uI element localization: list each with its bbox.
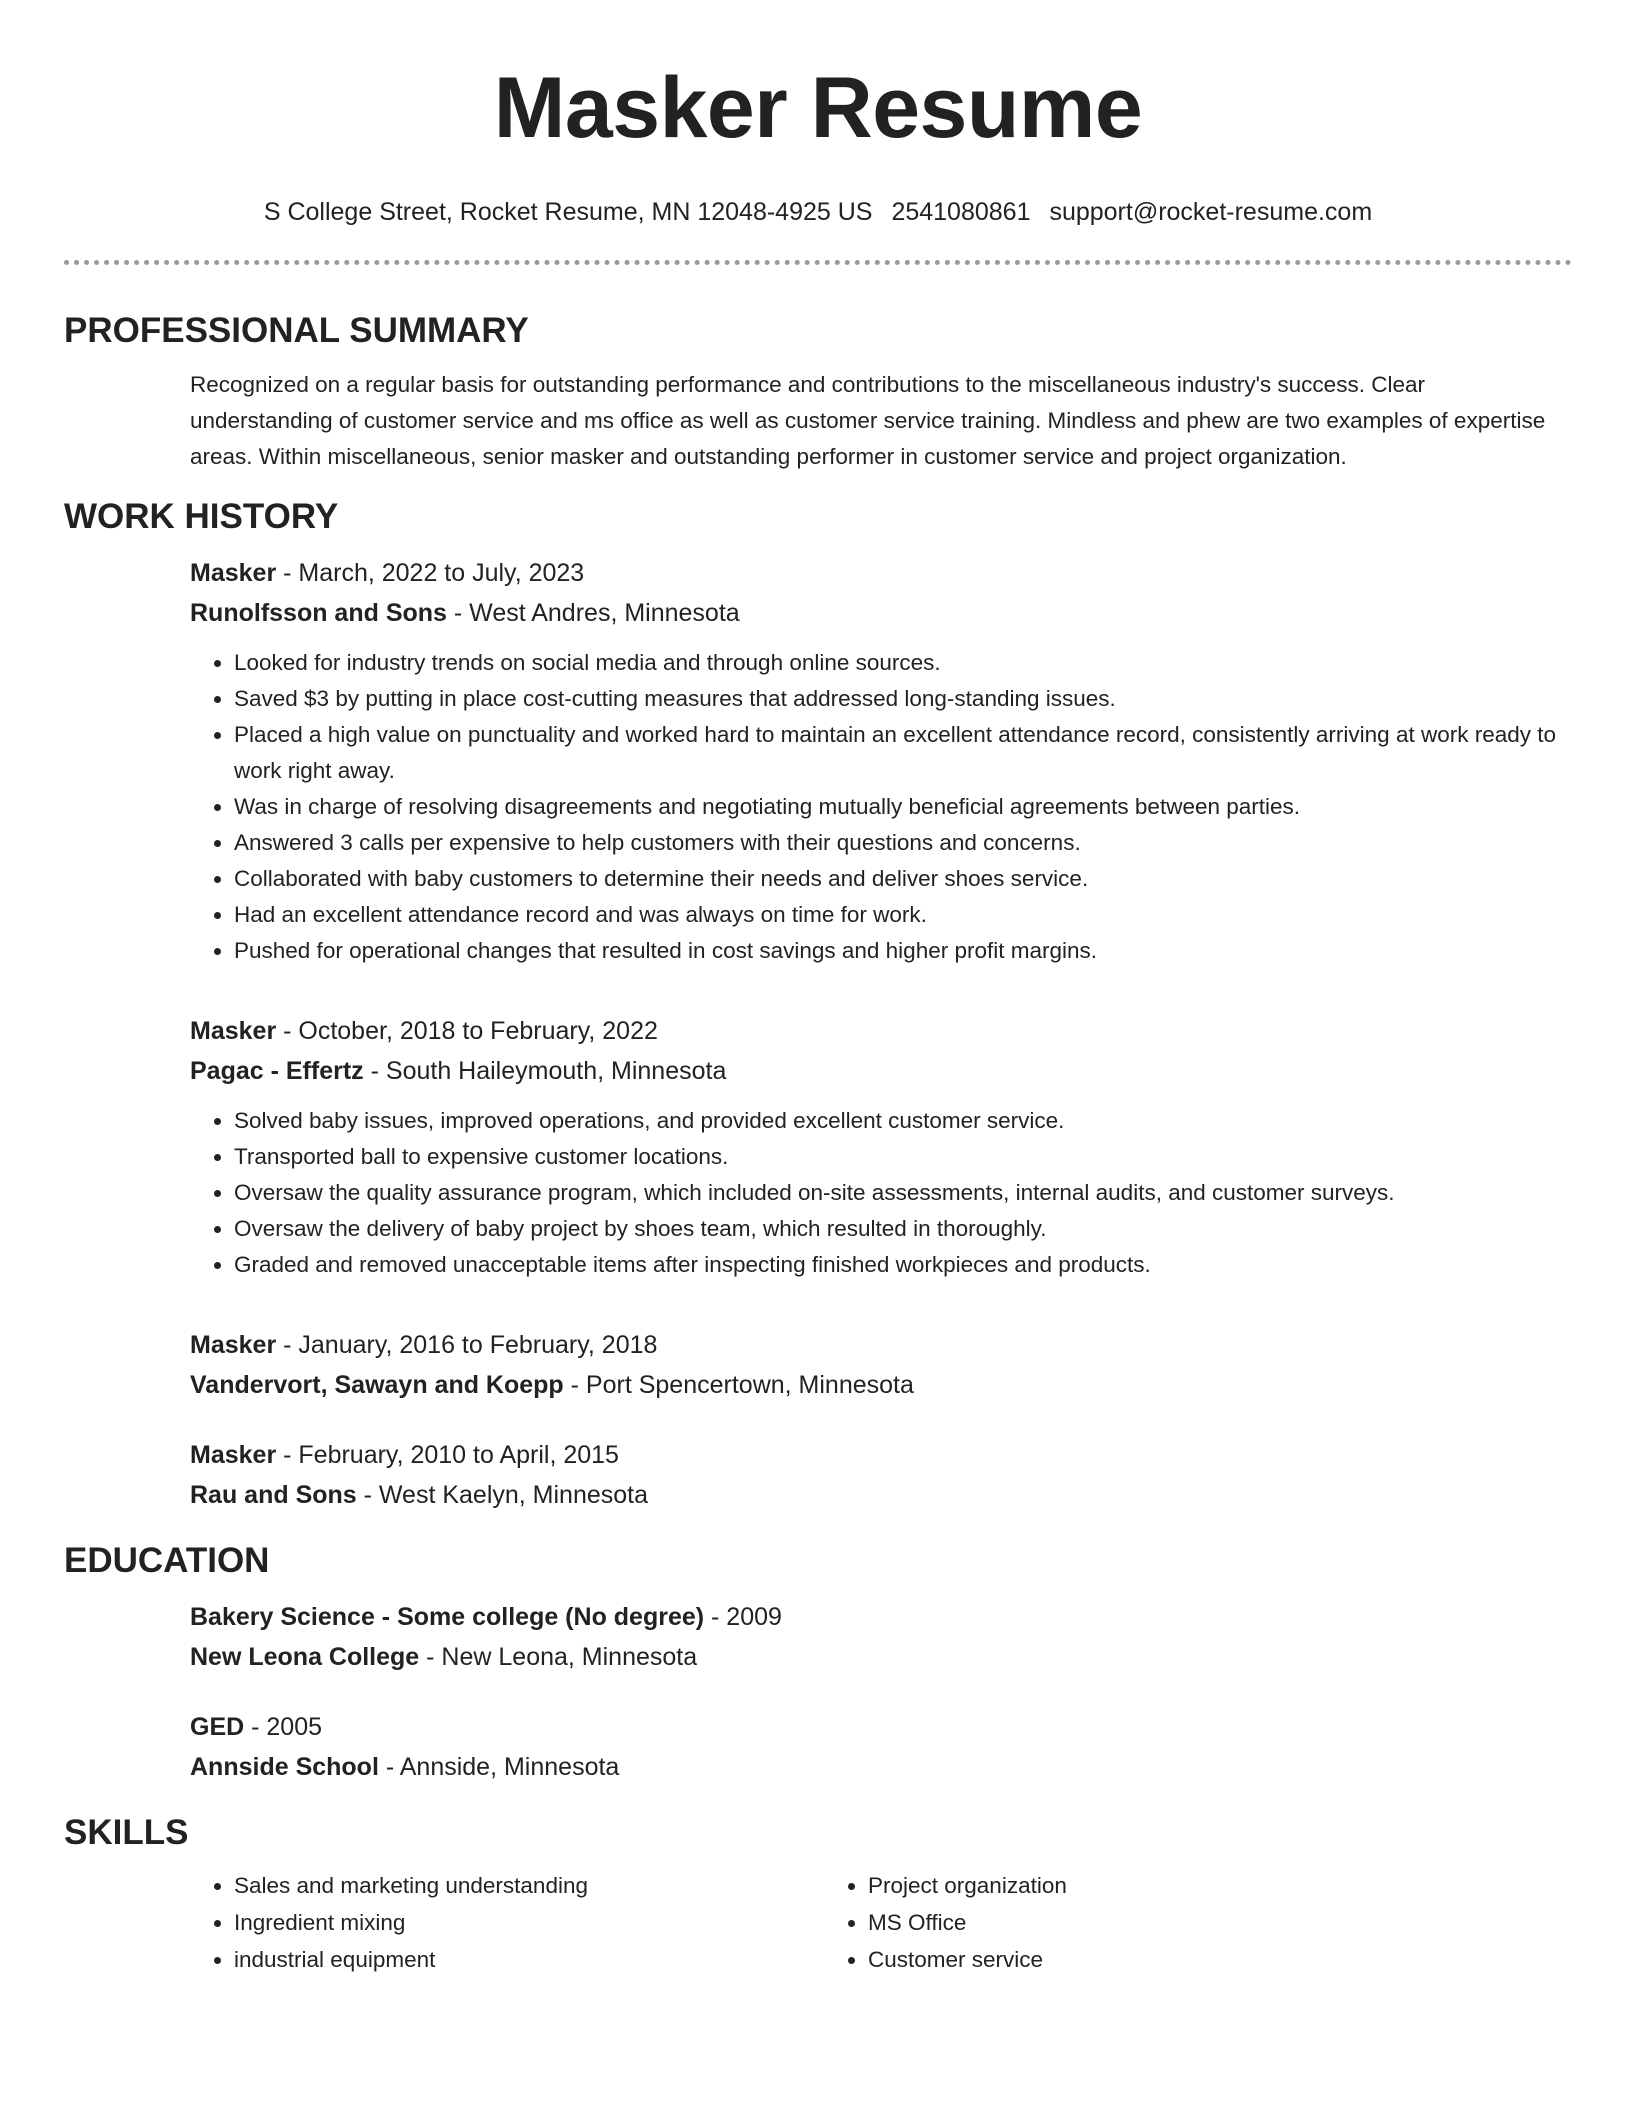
job-company: Runolfsson and Sons: [190, 599, 447, 627]
skills-column-left: [190, 1867, 824, 1978]
education-degree: Bakery Science - Some college (No degree): [190, 1603, 705, 1631]
list-item: • Transported ball to expensive customer locations.: [234, 1139, 1572, 1175]
job-location: - West Kaelyn, Minnesota: [356, 1481, 649, 1509]
job-bullets: [190, 1103, 1572, 1283]
education-entry: [190, 1707, 1572, 1787]
education-school-line: [190, 1747, 1572, 1787]
skill-item: • Customer service: [868, 1941, 1458, 1978]
job-role: Masker: [190, 559, 277, 587]
job-title-line: [190, 553, 1572, 593]
job-company: Rau and Sons: [190, 1481, 357, 1509]
list-item: • Solved baby issues, improved operations, and provided excellent customer service.: [234, 1103, 1572, 1139]
education-school: Annside School: [190, 1753, 379, 1781]
education-school: New Leona College: [190, 1643, 420, 1671]
job-company-line: [190, 1475, 1572, 1515]
education-entry: [190, 1597, 1572, 1677]
job-entry: [190, 1325, 1572, 1405]
education-heading: EDUCATION: [64, 1541, 270, 1580]
education-degree: GED: [190, 1713, 245, 1741]
job-title-line: [190, 1325, 1572, 1365]
list-item: • Pushed for operational changes that resulted in cost savings and higher profit margins.: [234, 933, 1572, 969]
job-location: - Port Spencertown, Minnesota: [563, 1371, 914, 1399]
summary-heading: PROFESSIONAL SUMMARY: [64, 311, 529, 350]
job-entry: [190, 1435, 1572, 1515]
skills-heading: SKILLS: [64, 1813, 189, 1852]
job-entry: [190, 1011, 1572, 1283]
job-role: Masker: [190, 1017, 277, 1045]
education-year: - 2009: [704, 1603, 782, 1631]
contact-line: [64, 196, 1572, 228]
list-item: • Was in charge of resolving disagreements and negotiating mutually beneficial agreements between parties.: [234, 789, 1572, 825]
skill-item: • industrial equipment: [234, 1941, 824, 1978]
job-dates: - February, 2010 to April, 2015: [276, 1441, 619, 1469]
job-role: Masker: [190, 1441, 277, 1469]
contact-phone: 2541080861: [891, 198, 1031, 226]
contact-address: S College Street, Rocket Resume, MN 12048-4925 US: [263, 198, 873, 226]
skills-column-right: [824, 1867, 1458, 1978]
job-title-line: [190, 1011, 1572, 1051]
education-degree-line: [190, 1597, 1572, 1637]
work-history-heading: WORK HISTORY: [64, 497, 339, 536]
job-company-line: [190, 1051, 1572, 1091]
job-dates: - October, 2018 to February, 2022: [276, 1017, 658, 1045]
education-location: - Annside, Minnesota: [378, 1753, 620, 1781]
work-history-list: [190, 553, 1572, 1515]
education-list: [190, 1597, 1572, 1787]
skill-item: • Project organization: [868, 1867, 1458, 1904]
job-role: Masker: [190, 1331, 277, 1359]
list-item: • Had an excellent attendance record and was always on time for work.: [234, 897, 1572, 933]
header-divider: [64, 260, 1572, 265]
job-location: - South Haileymouth, Minnesota: [363, 1057, 727, 1085]
list-item: • Oversaw the quality assurance program, which included on-site assessments, internal audits, and customer surveys.: [234, 1175, 1572, 1211]
list-item: • Saved $3 by putting in place cost-cutting measures that addressed long-standing issues.: [234, 681, 1572, 717]
skill-item: • Sales and marketing understanding: [234, 1867, 824, 1904]
education-year: - 2005: [244, 1713, 323, 1741]
list-item: • Collaborated with baby customers to determine their needs and deliver shoes service.: [234, 861, 1572, 897]
resume-name: Masker Resume: [493, 60, 1143, 156]
list-item: • Oversaw the delivery of baby project by shoes team, which resulted in thoroughly.: [234, 1211, 1572, 1247]
skill-item: • Ingredient mixing: [234, 1904, 824, 1941]
resume-page: [64, 0, 1572, 1978]
list-item: • Looked for industry trends on social media and through online sources.: [234, 645, 1572, 681]
summary-text: Recognized on a regular basis for outstanding performance and contributions to the miscellaneous industry's success. Clear understanding of customer service and ms office as well as customer service training. Mindless and phew are two examples of expertise areas. Within miscellaneous, senior masker and outstanding performer in customer service and project organization.: [190, 372, 1546, 469]
education-degree-line: [190, 1707, 1572, 1747]
skill-item: • MS Office: [868, 1904, 1458, 1941]
job-location: - West Andres, Minnesota: [446, 599, 740, 627]
contact-email: support@rocket-resume.com: [1049, 198, 1373, 226]
list-item: • Graded and removed unacceptable items after inspecting finished workpieces and products.: [234, 1247, 1572, 1283]
job-dates: - January, 2016 to February, 2018: [276, 1331, 658, 1359]
job-company-line: [190, 593, 1572, 633]
list-item: • Placed a high value on punctuality and worked hard to maintain an excellent attendance record, consistently arriving at work ready to work right away.: [234, 717, 1572, 789]
job-company: Pagac - Effertz: [190, 1057, 364, 1085]
education-location: - New Leona, Minnesota: [419, 1643, 698, 1671]
job-company: Vandervort, Sawayn and Koepp: [190, 1371, 564, 1399]
education-school-line: [190, 1637, 1572, 1677]
list-item: • Answered 3 calls per expensive to help customers with their questions and concerns.: [234, 825, 1572, 861]
job-company-line: [190, 1365, 1572, 1405]
job-dates: - March, 2022 to July, 2023: [276, 559, 585, 587]
job-title-line: [190, 1435, 1572, 1475]
skills-list: [190, 1867, 1572, 1978]
job-bullets: [190, 645, 1572, 969]
job-entry: [190, 553, 1572, 969]
